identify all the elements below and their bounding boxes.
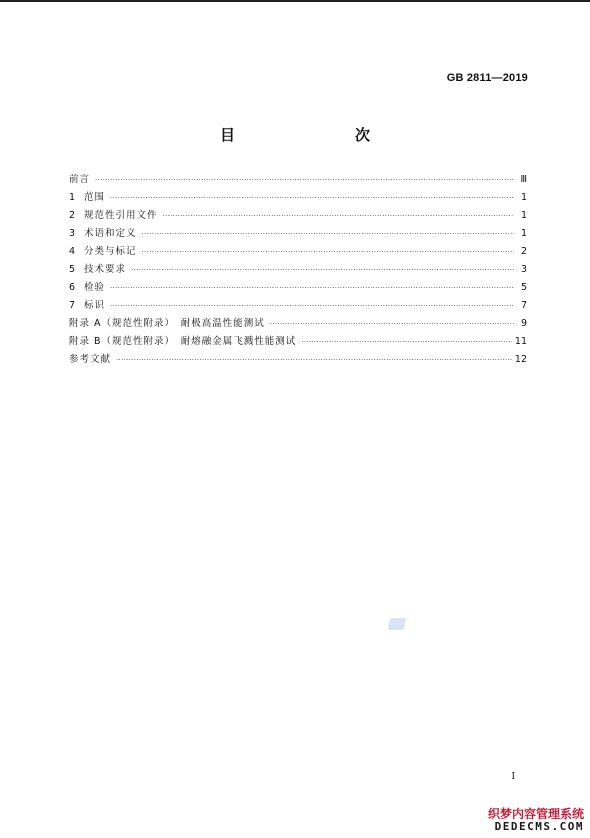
toc-page-number: 1 xyxy=(520,228,527,239)
toc-label: 前言 xyxy=(69,174,91,185)
toc-label: 附录 B（规范性附录） 耐熔融金属飞溅性能测试 xyxy=(69,336,297,347)
site-watermark-cn: 织梦内容管理系统 xyxy=(487,806,584,821)
toc-entry-annex-b[interactable] xyxy=(69,333,527,351)
toc-leader-dots xyxy=(142,248,514,256)
site-watermark xyxy=(488,808,584,834)
toc-number: 7 xyxy=(69,300,76,311)
toc-number: 3 xyxy=(69,228,76,239)
toc-page-number: 3 xyxy=(520,264,527,275)
toc-page-number: 1 xyxy=(520,210,527,221)
toc-leader-dots xyxy=(116,356,512,364)
toc-label: 分类与标记 xyxy=(84,246,137,257)
toc-page-number: 1 xyxy=(520,192,527,203)
faint-logo-icon xyxy=(388,618,407,630)
toc-page-number: 2 xyxy=(520,246,527,257)
toc-label: 规范性引用文件 xyxy=(84,210,158,221)
standard-code: GB 2811—2019 xyxy=(446,72,528,84)
toc-entry-terms-definitions[interactable] xyxy=(69,225,527,243)
toc-page-number: Ⅲ xyxy=(520,174,527,185)
toc-number: 2 xyxy=(69,210,76,221)
toc-leader-dots xyxy=(270,320,514,328)
toc-page-number: 5 xyxy=(520,282,527,293)
toc-page-number: 12 xyxy=(514,354,527,365)
toc-entry-normative-references[interactable] xyxy=(69,207,527,225)
top-rule xyxy=(0,0,590,2)
toc-label: 术语和定义 xyxy=(84,228,137,239)
toc-leader-dots xyxy=(110,302,514,310)
toc-leader-dots xyxy=(301,338,512,346)
toc-leader-dots xyxy=(95,176,514,184)
toc-page-number: 7 xyxy=(520,300,527,311)
toc-page-number: 11 xyxy=(514,336,527,347)
toc-label: 技术要求 xyxy=(84,264,127,275)
toc-entry-foreword[interactable] xyxy=(69,171,527,189)
page-number: I xyxy=(511,772,515,782)
toc-leader-dots xyxy=(142,230,514,238)
toc-entry-scope[interactable] xyxy=(69,189,527,207)
toc-leader-dots xyxy=(131,266,514,274)
toc-number: 1 xyxy=(69,192,76,203)
toc-label: 标识 xyxy=(84,300,106,311)
toc-entry-classification[interactable] xyxy=(69,243,527,261)
toc-leader-dots xyxy=(163,212,514,220)
toc-entry-marking[interactable] xyxy=(69,297,527,315)
toc-entry-technical-requirements[interactable] xyxy=(69,261,527,279)
toc-leader-dots xyxy=(110,194,514,202)
toc-page-number: 9 xyxy=(520,318,527,329)
toc-number: 6 xyxy=(69,282,76,293)
page-title: 目 次 xyxy=(219,126,400,144)
toc-number: 4 xyxy=(69,246,76,257)
toc-entry-inspection[interactable] xyxy=(69,279,527,297)
site-watermark-en: DEDECMS.COM xyxy=(494,820,584,834)
toc-label: 参考文献 xyxy=(69,354,112,365)
toc-label: 附录 A（规范性附录） 耐极高温性能测试 xyxy=(69,318,265,329)
toc-label: 范围 xyxy=(84,192,106,203)
toc-label: 检验 xyxy=(84,282,106,293)
table-of-contents xyxy=(69,171,527,369)
toc-entry-annex-a[interactable] xyxy=(69,315,527,333)
toc-leader-dots xyxy=(110,284,514,292)
toc-entry-bibliography[interactable] xyxy=(69,351,527,369)
toc-number: 5 xyxy=(69,264,76,275)
